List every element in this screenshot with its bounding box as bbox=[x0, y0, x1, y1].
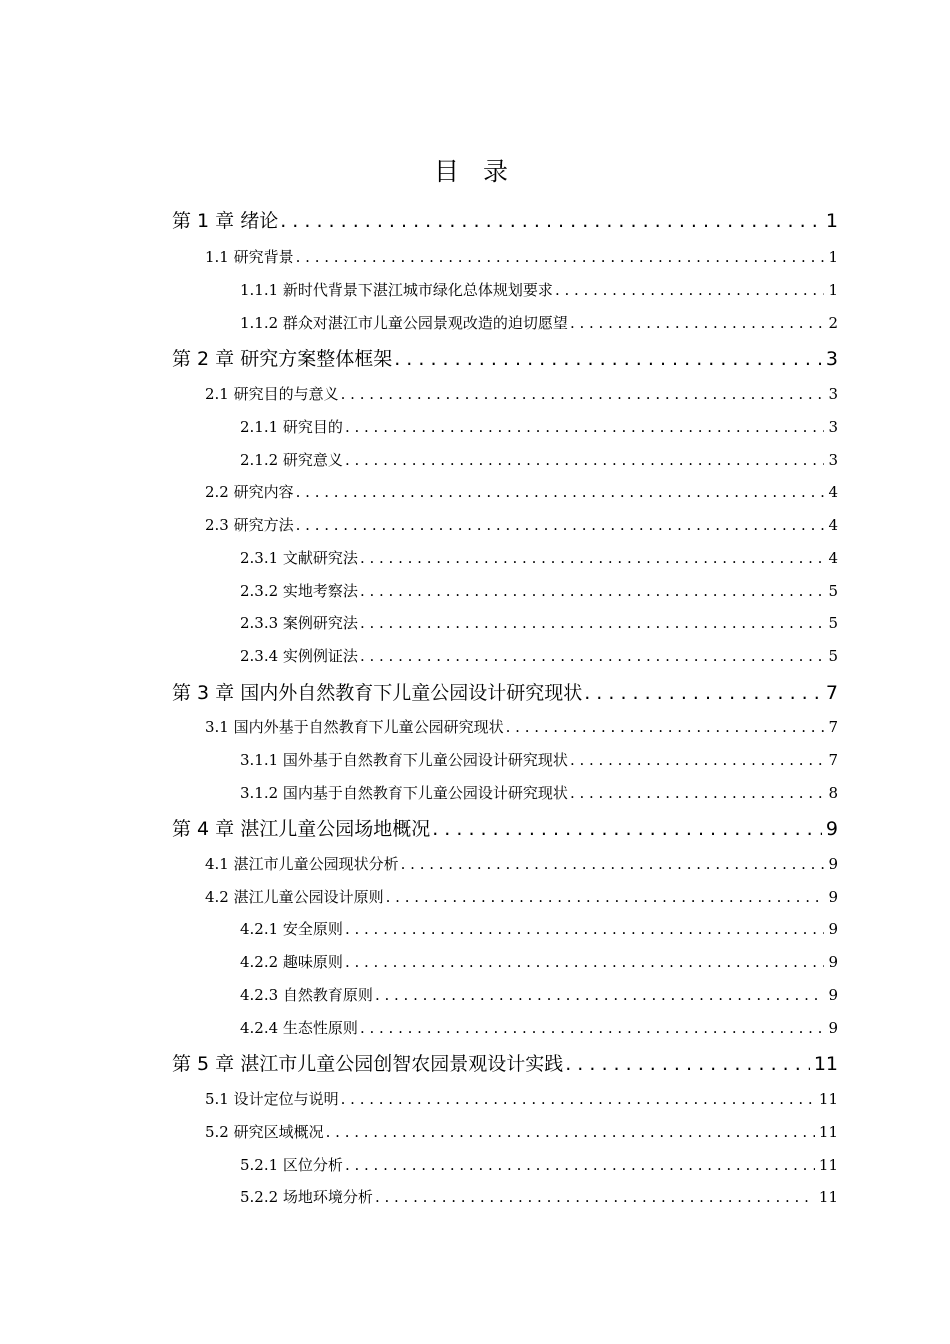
toc-entry-page: 5 bbox=[828, 614, 838, 632]
toc-entry-page: 4 bbox=[828, 483, 838, 501]
toc-entry[interactable] bbox=[240, 1186, 838, 1207]
toc-entry[interactable] bbox=[240, 645, 838, 666]
toc-entry-page: 3 bbox=[828, 385, 838, 403]
toc-entry-text: 2.2 研究内容 bbox=[205, 483, 294, 501]
toc-entry[interactable] bbox=[172, 1049, 838, 1076]
toc-leader bbox=[432, 818, 822, 840]
toc-leader bbox=[296, 248, 825, 266]
toc-entry[interactable] bbox=[240, 1154, 838, 1175]
toc-entry-text: 4.2 湛江儿童公园设计原则 bbox=[205, 888, 384, 906]
toc-leader bbox=[360, 647, 825, 665]
toc-entry-page: 11 bbox=[818, 1123, 838, 1141]
toc-entry[interactable] bbox=[240, 580, 838, 601]
toc-leader bbox=[584, 682, 822, 704]
toc-entry-text: 4.1 湛江市儿童公园现状分析 bbox=[205, 855, 399, 873]
toc-entry-page: 9 bbox=[828, 920, 838, 938]
toc-entry-text: 1.1.1 新时代背景下湛江城市绿化总体规划要求 bbox=[240, 281, 553, 299]
toc-entry-page: 4 bbox=[828, 516, 838, 534]
toc-entry-page: 11 bbox=[818, 1156, 838, 1174]
toc-entry-text: 4.2.4 生态性原则 bbox=[240, 1019, 358, 1037]
toc-entry[interactable] bbox=[205, 246, 838, 267]
toc-entry-page: 5 bbox=[828, 582, 838, 600]
toc-entry[interactable] bbox=[205, 1088, 838, 1109]
toc-entry-page: 2 bbox=[828, 314, 838, 332]
toc-entry-page: 1 bbox=[828, 248, 838, 266]
toc-leader bbox=[360, 582, 825, 600]
toc-leader bbox=[394, 348, 822, 370]
toc-entry[interactable] bbox=[240, 312, 838, 333]
page-title: 目 录 bbox=[434, 157, 516, 186]
toc-entry-page: 11 bbox=[818, 1090, 838, 1108]
toc-entry-text: 3.1.1 国外基于自然教育下儿童公园设计研究现状 bbox=[240, 751, 568, 769]
toc-leader bbox=[341, 1090, 815, 1108]
toc-entry-text: 2.1.2 研究意义 bbox=[240, 451, 343, 469]
toc-entry[interactable] bbox=[205, 481, 838, 502]
toc-leader bbox=[345, 1156, 815, 1174]
toc-entry-page: 5 bbox=[828, 647, 838, 665]
toc-entry-text: 4.2.1 安全原则 bbox=[240, 920, 343, 938]
toc-entry[interactable] bbox=[240, 782, 838, 803]
toc-entry-page: 9 bbox=[828, 1019, 838, 1037]
toc-entry-page: 8 bbox=[828, 784, 838, 802]
toc-entry-text: 2.3.4 实例例证法 bbox=[240, 647, 358, 665]
toc-leader bbox=[326, 1123, 815, 1141]
toc-leader bbox=[296, 483, 825, 501]
toc-entry-page: 11 bbox=[813, 1053, 838, 1075]
toc-entry-text: 第 4 章 湛江儿童公园场地概况 bbox=[172, 818, 431, 840]
toc-entry-page: 3 bbox=[825, 348, 838, 370]
toc-leader bbox=[360, 614, 825, 632]
toc-leader bbox=[360, 1019, 825, 1037]
toc-leader bbox=[345, 920, 825, 938]
toc-entry-text: 5.2 研究区域概况 bbox=[205, 1123, 324, 1141]
toc-leader bbox=[506, 718, 825, 736]
toc-leader bbox=[570, 784, 825, 802]
toc-entry[interactable] bbox=[205, 1121, 838, 1142]
toc-entry[interactable] bbox=[205, 383, 838, 404]
toc-leader bbox=[570, 314, 825, 332]
toc-entry[interactable] bbox=[240, 1017, 838, 1038]
toc-entry-page: 4 bbox=[828, 549, 838, 567]
toc-entry-page: 3 bbox=[828, 451, 838, 469]
toc-entry[interactable] bbox=[240, 416, 838, 437]
toc-leader bbox=[345, 418, 825, 436]
toc-entry[interactable] bbox=[205, 716, 838, 737]
toc-entry[interactable] bbox=[205, 886, 838, 907]
toc-leader bbox=[375, 986, 825, 1004]
toc-entry-text: 2.1 研究目的与意义 bbox=[205, 385, 339, 403]
toc-entry-text: 第 2 章 研究方案整体框架 bbox=[172, 348, 393, 370]
toc-entry-page: 9 bbox=[828, 986, 838, 1004]
toc-leader bbox=[360, 549, 825, 567]
toc-entry-text: 1.1 研究背景 bbox=[205, 248, 294, 266]
toc-entry-page: 1 bbox=[828, 281, 838, 299]
toc-entry-page: 9 bbox=[828, 888, 838, 906]
toc-entry-page: 7 bbox=[828, 718, 838, 736]
toc-entry-page: 9 bbox=[825, 818, 838, 840]
toc-leader bbox=[345, 451, 825, 469]
toc-leader bbox=[341, 385, 825, 403]
toc-entry-text: 5.2.2 场地环境分析 bbox=[240, 1188, 373, 1206]
toc-entry[interactable] bbox=[205, 853, 838, 874]
toc-entry[interactable] bbox=[172, 814, 838, 841]
toc-entry-text: 第 3 章 国内外自然教育下儿童公园设计研究现状 bbox=[172, 682, 583, 704]
toc-leader bbox=[555, 281, 825, 299]
toc-entry[interactable] bbox=[240, 984, 838, 1005]
toc-entry-text: 3.1.2 国内基于自然教育下儿童公园设计研究现状 bbox=[240, 784, 568, 802]
toc-entry[interactable] bbox=[240, 547, 838, 568]
toc-leader bbox=[401, 855, 825, 873]
toc-entry[interactable] bbox=[172, 344, 838, 371]
toc-entry-text: 2.1.1 研究目的 bbox=[240, 418, 343, 436]
toc-entry-text: 5.2.1 区位分析 bbox=[240, 1156, 343, 1174]
toc-entry-text: 5.1 设计定位与说明 bbox=[205, 1090, 339, 1108]
toc-entry-page: 7 bbox=[828, 751, 838, 769]
toc-leader bbox=[565, 1053, 810, 1075]
toc-entry[interactable] bbox=[240, 749, 838, 770]
toc-entry[interactable] bbox=[240, 449, 838, 470]
toc-entry-text: 2.3.3 案例研究法 bbox=[240, 614, 358, 632]
toc-entry-page: 1 bbox=[825, 210, 838, 232]
toc-leader bbox=[345, 953, 825, 971]
toc-entry-text: 1.1.2 群众对湛江市儿童公园景观改造的迫切愿望 bbox=[240, 314, 568, 332]
toc-entry-text: 4.2.3 自然教育原则 bbox=[240, 986, 373, 1004]
toc-leader bbox=[386, 888, 825, 906]
toc-entry-page: 9 bbox=[828, 953, 838, 971]
toc-entry-page: 9 bbox=[828, 855, 838, 873]
toc-entry[interactable] bbox=[205, 514, 838, 535]
toc-entry-text: 2.3.2 实地考察法 bbox=[240, 582, 358, 600]
toc-entry-page: 11 bbox=[818, 1188, 838, 1206]
toc-entry-text: 3.1 国内外基于自然教育下儿童公园研究现状 bbox=[205, 718, 504, 736]
toc-leader bbox=[570, 751, 825, 769]
toc-entry-text: 2.3.1 文献研究法 bbox=[240, 549, 358, 567]
toc-entry[interactable] bbox=[172, 206, 838, 233]
toc-leader bbox=[296, 516, 825, 534]
toc-entry-text: 第 1 章 绪论 bbox=[172, 210, 279, 232]
toc-entry-text: 4.2.2 趣味原则 bbox=[240, 953, 343, 971]
toc-entry[interactable] bbox=[172, 678, 838, 705]
toc-entry-page: 7 bbox=[825, 682, 838, 704]
toc-entry-text: 第 5 章 湛江市儿童公园创智农园景观设计实践 bbox=[172, 1053, 564, 1075]
toc-entry[interactable] bbox=[240, 612, 838, 633]
toc-entry[interactable] bbox=[240, 279, 838, 300]
toc-entry-page: 3 bbox=[828, 418, 838, 436]
toc-entry[interactable] bbox=[240, 951, 838, 972]
toc-leader bbox=[375, 1188, 815, 1206]
toc-entry-text: 2.3 研究方法 bbox=[205, 516, 294, 534]
toc-entry[interactable] bbox=[240, 918, 838, 939]
toc-leader bbox=[280, 210, 822, 232]
